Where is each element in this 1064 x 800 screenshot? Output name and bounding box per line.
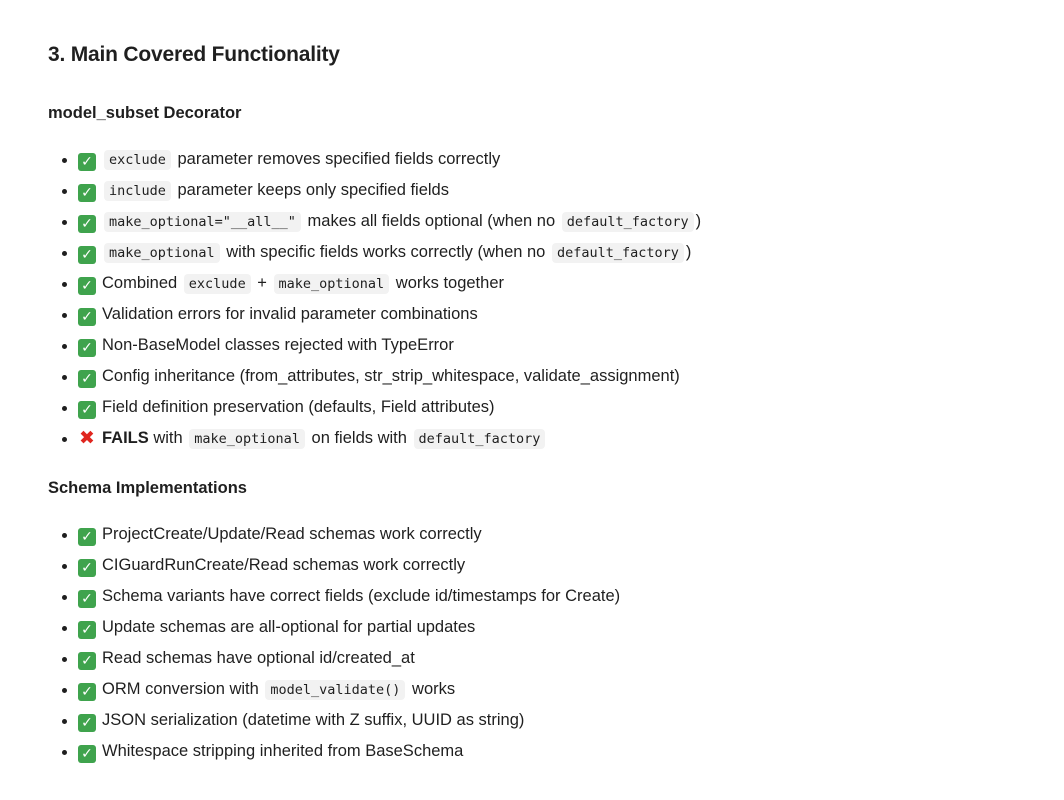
list-item <box>48 268 1064 299</box>
item-text: ORM conversion with <box>102 680 264 698</box>
check-mark-icon: ✓ <box>78 683 96 701</box>
item-text: Combined <box>102 274 182 292</box>
item-text: ) <box>695 212 702 230</box>
item-text: Field definition preservation (defaults, Field attributes) <box>102 398 495 416</box>
check-mark-icon: ✓ <box>78 652 96 670</box>
list-item <box>48 423 1064 454</box>
check-mark-icon: ✓ <box>78 714 96 732</box>
item-text: ) <box>685 243 692 261</box>
section-schema-implementations <box>48 477 1064 767</box>
list-item <box>48 736 1064 767</box>
page-title: 3. Main Covered Functionality <box>48 43 340 66</box>
item-text: + <box>252 274 272 292</box>
item-text: parameter keeps only specified fields <box>172 181 449 199</box>
check-mark-icon: ✓ <box>78 215 96 233</box>
check-mark-icon: ✓ <box>78 559 96 577</box>
inline-code: make_optional <box>189 429 305 449</box>
section-title: model_subset Decorator <box>48 104 242 122</box>
item-text: JSON serialization (datetime with Z suffix, UUID as string) <box>102 711 525 729</box>
list-item <box>48 674 1064 705</box>
check-mark-icon: ✓ <box>78 370 96 388</box>
check-mark-icon: ✓ <box>78 184 96 202</box>
cross-mark-icon: ✖ <box>79 427 95 449</box>
item-text: Schema variants have correct fields (exclude id/timestamps for Create) <box>102 587 621 605</box>
list-item <box>48 581 1064 612</box>
list-item <box>48 330 1064 361</box>
list-item <box>48 361 1064 392</box>
check-mark-icon: ✓ <box>78 277 96 295</box>
check-mark-icon: ✓ <box>78 308 96 326</box>
inline-code: default_factory <box>414 429 546 449</box>
feature-list <box>48 144 1064 454</box>
list-item <box>48 705 1064 736</box>
list-item <box>48 519 1064 550</box>
item-text: works together <box>391 274 504 292</box>
inline-code: include <box>104 181 171 201</box>
list-item <box>48 612 1064 643</box>
check-mark-icon: ✓ <box>78 153 96 171</box>
item-text: with <box>148 429 188 447</box>
item-text: Read schemas have optional id/created_at <box>102 649 415 667</box>
item-text: Config inheritance (from_attributes, str_strip_whitespace, validate_assignment) <box>102 367 680 385</box>
list-item <box>48 206 1064 237</box>
inline-code: make_optional <box>274 274 390 294</box>
check-mark-icon: ✓ <box>78 339 96 357</box>
item-text: Whitespace stripping inherited from BaseSchema <box>102 742 464 760</box>
item-text: ProjectCreate/Update/Read schemas work correctly <box>102 525 482 543</box>
check-mark-icon: ✓ <box>78 246 96 264</box>
check-mark-icon: ✓ <box>78 745 96 763</box>
check-mark-icon: ✓ <box>78 401 96 419</box>
list-item <box>48 392 1064 423</box>
item-text: makes all fields optional (when no <box>302 212 560 230</box>
item-text: Validation errors for invalid parameter combinations <box>102 305 478 323</box>
item-text: with specific fields works correctly (when no <box>221 243 550 261</box>
inline-code: make_optional <box>104 243 220 263</box>
feature-list <box>48 519 1064 767</box>
inline-code: exclude <box>184 274 251 294</box>
check-mark-icon: ✓ <box>78 528 96 546</box>
list-item <box>48 550 1064 581</box>
list-item <box>48 237 1064 268</box>
item-text: parameter removes specified fields correctly <box>172 150 501 168</box>
list-item <box>48 643 1064 674</box>
inline-code: model_validate() <box>265 680 405 700</box>
inline-code: default_factory <box>552 243 684 263</box>
inline-code: default_factory <box>562 212 694 232</box>
list-item <box>48 175 1064 206</box>
section-model-subset <box>48 102 1064 454</box>
item-text: Non-BaseModel classes rejected with TypeError <box>102 336 454 354</box>
item-text: Update schemas are all-optional for partial updates <box>102 618 476 636</box>
check-mark-icon: ✓ <box>78 621 96 639</box>
item-text: CIGuardRunCreate/Read schemas work correctly <box>102 556 466 574</box>
section-title: Schema Implementations <box>48 479 247 497</box>
inline-code: exclude <box>104 150 171 170</box>
item-text: works <box>407 680 456 698</box>
inline-code: make_optional="__all__" <box>104 212 301 232</box>
check-mark-icon: ✓ <box>78 590 96 608</box>
list-item <box>48 144 1064 175</box>
bold-text: FAILS <box>102 429 149 447</box>
item-text: on fields with <box>306 429 412 447</box>
list-item <box>48 299 1064 330</box>
